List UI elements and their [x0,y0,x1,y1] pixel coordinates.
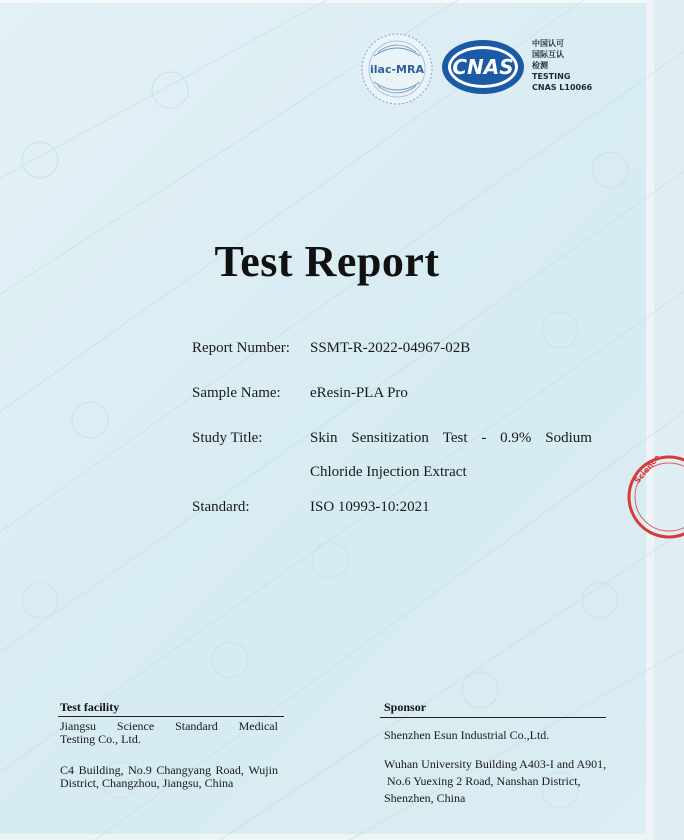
study-title-word: 0.9% [500,430,532,446]
test-facility-rule [58,716,284,717]
cnas-accreditation-text [532,38,602,93]
test-facility-heading: Test facility [60,700,120,714]
facility-name-word: Medical [238,719,278,733]
test-facility-name [60,720,278,746]
facility-address-word: No.9 [128,763,152,777]
study-title-word: Sensitization [351,430,429,446]
svg-text:ilac-MRA: ilac-MRA [370,63,424,76]
standard-value: ISO 10993-10:2021 [310,499,430,515]
facility-name-word: Jiangsu [60,719,96,733]
sponsor-name: Shenzhen Esun Industrial Co.,Ltd. [384,728,550,742]
report-number-label: Report Number: [192,340,290,356]
study-title-line-1 [310,430,592,447]
sample-name-label: Sample Name: [192,385,281,401]
page-edge-right [646,0,654,840]
test-facility-name-line-2: Testing Co., Ltd. [60,732,141,746]
report-number-value: SSMT-R-2022-04967-02B [310,340,471,356]
facility-name-word: Standard [175,719,218,733]
standard-label: Standard: [192,499,250,515]
accreditation-logos [360,30,600,110]
test-facility-address-line-2: District, Changzhou, Jiangsu, China [60,776,234,790]
study-title-word: - [481,430,487,446]
facility-address-word: Building, [78,763,124,777]
page-edge-bottom [0,834,654,840]
study-title-word: Test [442,430,468,446]
facility-name-word: Science [116,719,155,733]
svg-text:CNAS: CNAS [452,55,514,79]
study-title-line-2: Chloride Injection Extract [310,464,467,480]
facility-address-word: Wujin [248,763,278,777]
sponsor-address-line: No.6 Yuexing 2 Road, Nanshan District, [387,774,581,788]
cnas-line: 国际互认 [532,50,564,59]
sponsor-address-line: Wuhan University Building A403-I and A901, [384,757,607,771]
facility-address-word: Road, [215,763,244,777]
test-facility-address [60,764,278,790]
official-seal-stamp [624,452,684,542]
cnas-line: CNAS L10066 [532,83,593,92]
facility-address-word: Changyang [156,763,211,777]
sponsor-address [384,756,606,807]
page-title: Test Report [214,237,440,286]
svg-text:Science: Science [632,453,662,486]
page-edge-top [0,0,654,3]
sponsor-address-line: Shenzhen, China [384,791,466,805]
cnas-line: 中国认可 [532,39,564,48]
sponsor-heading: Sponsor [384,700,427,714]
sample-name-value: eResin-PLA Pro [310,385,408,401]
sponsor-rule [380,717,606,718]
cnas-line: 检测 [532,61,548,70]
study-title-word: Skin [310,430,338,446]
study-title-word: Sodium [545,430,592,446]
study-title-label: Study Title: [192,430,263,446]
cnas-line: TESTING [532,72,571,81]
ilac-mra-logo [360,32,434,106]
facility-address-word: C4 [60,763,75,777]
cnas-logo [440,38,526,96]
